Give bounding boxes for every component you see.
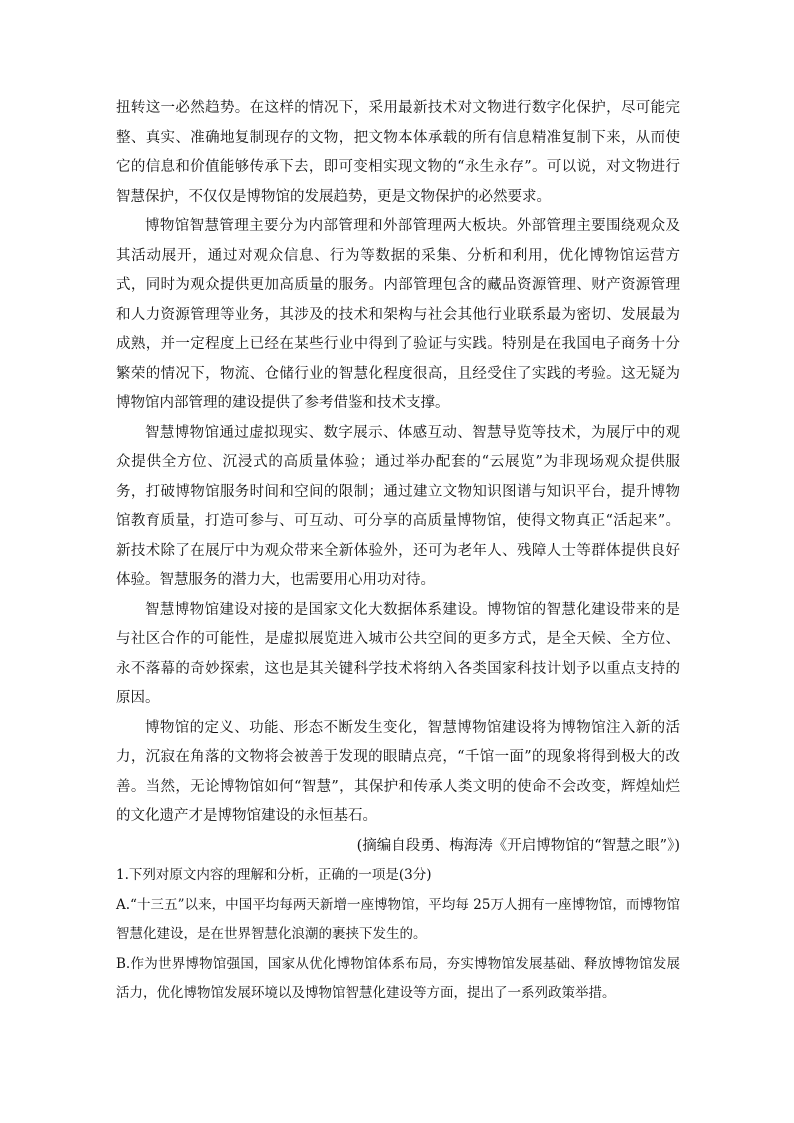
- document-page: [116, 94, 680, 1009]
- paragraph-1: 扭转这一必然趋势。在这样的情况下，采用最新技术对文物进行数字化保护，尽可能完整、真实、准确地复制现存的文物，把文物本体承载的所有信息精准复制下来，从而使它的信息和价值能够传承下去，即可变相实现文物的“永生永存”。可以说，对文物进行智慧保护，不仅仅是博物馆的发展趋势，更是文物保护的必然要求。: [116, 100, 680, 205]
- paragraph-4: 智慧博物馆建设对接的是国家文化大数据体系建设。博物馆的智慧化建设带来的是与社区合作的可能性，是虚拟展览进入城市公共空间的更多方式，是全天候、全方位、永不落幕的奇妙探索，这也是其关键科学技术将纳入各类国家科技计划予以重点支持的原因。: [116, 601, 680, 706]
- option-a: A.“十三五”以来，中国平均每两天新增一座博物馆，平均每 25万人拥有一座博物馆，而博物馆智慧化建设，是在世界智慧化浪潮的裹挟下发生的。: [116, 896, 680, 942]
- paragraph-5: 博物馆的定义、功能、形态不断发生变化，智慧博物馆建设将为博物馆注入新的活力，沉寂在角落的文物将会被善于发现的眼睛点亮，“千馆一面”的现象将得到极大的改善。当然，无论博物馆如何“智慧”，其保护和传承人类文明的使命不会改变，辉煌灿烂的文化遗产才是博物馆建设的永恒基石。: [116, 719, 680, 824]
- paragraph-3: 智慧博物馆通过虚拟现实、数字展示、体感互动、智慧导览等技术，为展厅中的观众提供全方位、沉浸式的高质量体验；通过举办配套的“云展览”为非现场观众提供服务，打破博物馆服务时间和空间的限制；通过建立文物知识图谱与知识平台，提升博物馆教育质量，打造可参与、可互动、可分享的高质量博物馆，使得文物真正“活起来”。新技术除了在展厅中为观众带来全新体验外，还可为老年人、残障人士等群体提供良好体验。智慧服务的潜力大，也需要用心用功对待。: [116, 424, 680, 588]
- question-stem: 1.下列对原文内容的理解和分析，正确的一项是(3分): [116, 867, 432, 883]
- paragraph-2: 博物馆智慧管理主要分为内部管理和外部管理两大板块。外部管理主要围绕观众及其活动展开，通过对观众信息、行为等数据的采集、分析和利用，优化博物馆运营方式，同时为观众提供更加高质量的服务。内部管理包含的藏品资源管理、财产资源管理和人力资源管理等业务，其涉及的技术和架构与社会其他行业联系最为密切、发展最为成熟，并一定程度上已经在某些行业中得到了验证与实践。特别是在我国电子商务十分繁荣的情况下，物流、仓储行业的智慧化程度很高，且经受住了实践的考验。这无疑为博物馆内部管理的建设提供了参考借鉴和技术支撑。: [116, 218, 680, 411]
- option-b: B.作为世界博物馆强国，国家从优化博物馆体系布局，夯实博物馆发展基础、释放博物馆发展活力，优化博物馆发展环境以及博物馆智慧化建设等方面，提出了一系列政策举措。: [116, 955, 680, 1001]
- source-citation: (摘编自段勇、梅海涛《开启博物馆的“智慧之眼”》): [356, 837, 680, 854]
